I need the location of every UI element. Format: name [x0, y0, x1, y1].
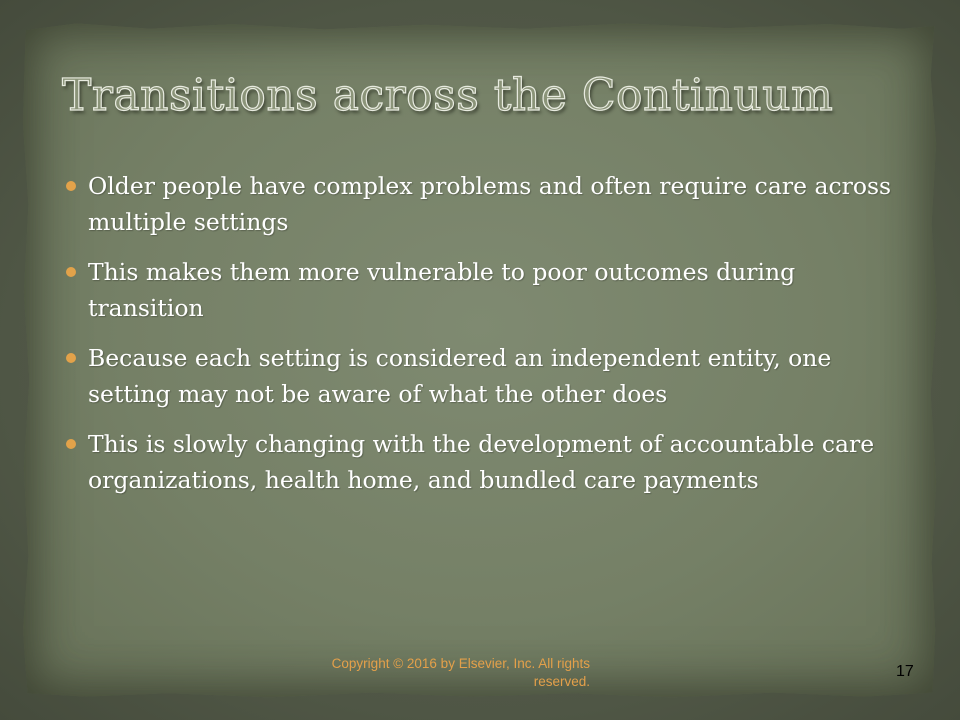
bullet-dot-icon — [66, 439, 76, 449]
bullet-list — [66, 168, 916, 512]
bullet-item — [66, 254, 916, 326]
bullet-text: This makes them more vulnerable to poor outcomes during transition — [88, 258, 796, 322]
slide-title: Transitions across the Continuum — [62, 70, 834, 121]
bullet-dot-icon — [66, 181, 76, 191]
bullet-item — [66, 426, 916, 498]
slide-number: 17 — [896, 663, 914, 680]
bullet-item — [66, 168, 916, 240]
copyright-footer: Copyright © 2016 by Elsevier, Inc. All rights reserved. — [331, 656, 590, 689]
bullet-text: Because each setting is considered an independent entity, one setting may not be aware of what the other does — [88, 344, 832, 408]
bullet-text: Older people have complex problems and often require care across multiple settings — [88, 172, 892, 236]
bullet-dot-icon — [66, 267, 76, 277]
bullet-dot-icon — [66, 353, 76, 363]
bullet-text: This is slowly changing with the development of accountable care organizations, health home, and bundled care payments — [88, 430, 875, 494]
bullet-item — [66, 340, 916, 412]
